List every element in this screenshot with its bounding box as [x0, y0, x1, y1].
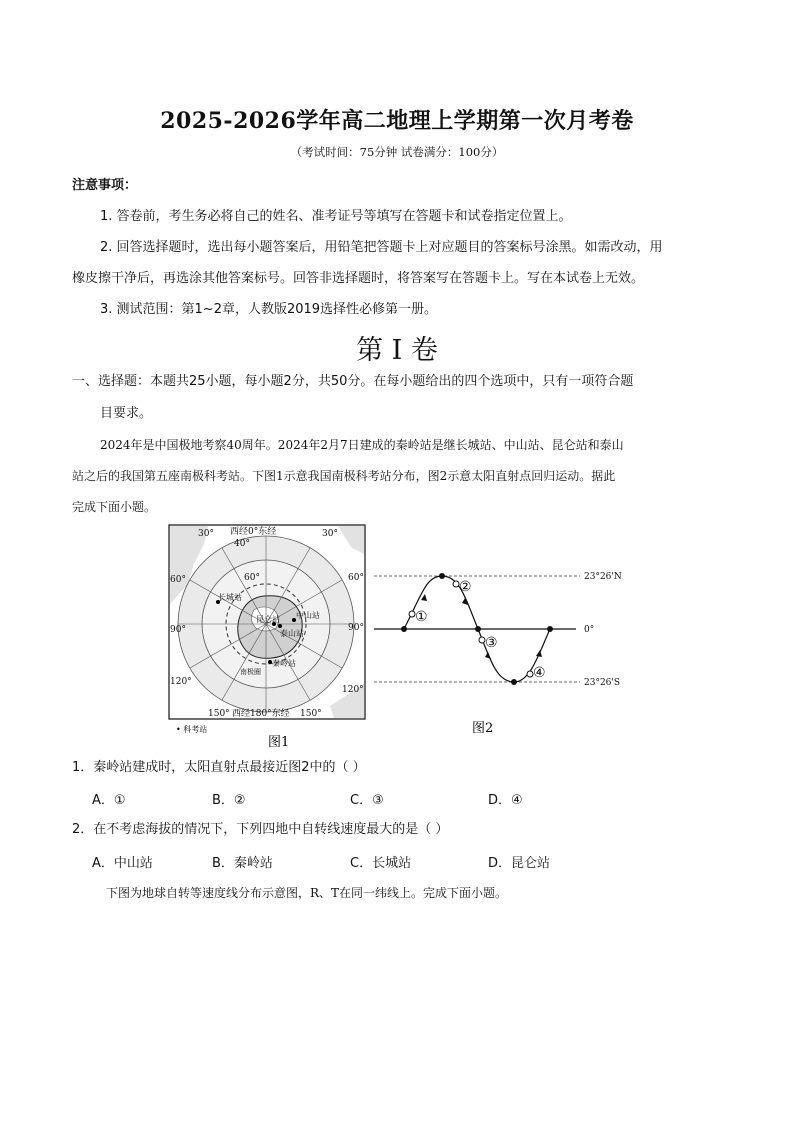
- passage-1-line-1: 2024年是中国极地考察40周年。2024年2月7日建成的秦岭站是继长城站、中山站、昆仑站和泰山: [100, 438, 624, 452]
- section-1-heading: 一、选择题：本题共25小题，每小题2分，共50分。在每小题给出的四个选项中，只有一项符合题: [72, 374, 634, 389]
- lat-n-label: 23°26'N: [584, 572, 622, 582]
- lon-150w-label: 150°: [208, 709, 230, 719]
- figure-2-caption: 图2: [472, 721, 494, 736]
- notice-item-2: 2. 回答选择题时，选出每小题答案后，用铅笔把答题卡上对应题目的答案标号涂黑。如需改动，用: [100, 240, 663, 255]
- marker-1-label: ①: [415, 609, 428, 625]
- map-legend: • 科考站: [176, 725, 208, 734]
- lat-s-label: 23°26'S: [584, 678, 621, 688]
- section-1-heading-cont: 目要求。: [100, 406, 153, 421]
- volume-title: 第 I 卷: [356, 335, 438, 366]
- question-1-option-a[interactable]: A．①: [92, 793, 126, 808]
- lon-150e-label: 150°: [300, 709, 322, 719]
- exam-title: 2025-2026学年高二地理上学期第一次月考卷: [160, 108, 634, 134]
- lon-90w-label: 90°: [170, 625, 186, 635]
- lon-30e-label: 30°: [322, 529, 338, 539]
- marker-3-label: ③: [485, 635, 498, 651]
- lon-60w-label: 60°: [170, 575, 186, 585]
- question-2-stem: 2．在不考虑海拔的情况下，下列四地中自转线速度最大的是（ ）: [72, 822, 449, 837]
- question-1-option-c[interactable]: C．③: [350, 793, 384, 808]
- notice-heading: 注意事项：: [72, 178, 138, 193]
- lon-60e-label: 60°: [348, 573, 364, 583]
- passage-2: 下图为地球自转等速度线分布示意图，R、T在同一纬线上。完成下面小题。: [106, 886, 508, 900]
- question-2-option-d[interactable]: D．昆仑站: [488, 856, 551, 871]
- lon-120e-label: 120°: [342, 685, 364, 695]
- arrow-1: [421, 594, 427, 601]
- notice-item-2-cont: 橡皮擦干净后，再选涂其他答案标号。回答非选择题时，将答案写在答题卡上。写在本试卷上无效。: [72, 271, 645, 286]
- question-1-option-b[interactable]: B．②: [212, 793, 246, 808]
- lon-120w-label: 120°: [170, 677, 192, 687]
- question-2-option-b[interactable]: B．秦岭站: [212, 856, 273, 871]
- question-1-stem: 1．秦岭站建成时，太阳直射点最接近图2中的（ ）: [72, 760, 366, 775]
- question-2-option-c[interactable]: C．长城站: [350, 856, 412, 871]
- lon-top-label: 西经0°东经: [230, 527, 277, 537]
- taishan-label: 泰山站: [280, 629, 304, 638]
- exam-subtitle: （考试时间：75分钟 试卷满分：100分）: [290, 145, 504, 159]
- figure-1-map: [168, 524, 368, 752]
- question-2-option-a[interactable]: A．中山站: [92, 856, 153, 871]
- point-equinox-left: [401, 626, 407, 632]
- point-winter-solstice: [511, 679, 517, 685]
- lat-0-label: 0°: [584, 625, 595, 635]
- notice-item-1: 1. 答卷前，考生务必将自己的姓名、准考证号等填写在答题卡和试卷指定位置上。: [100, 209, 572, 224]
- passage-1-line-2: 站之后的我国第五座南极科考站。下图1示意我国南极科考站分布，图2示意太阳直射点回归运动。据此: [72, 469, 616, 483]
- zhongshan-label: 中山站: [296, 611, 320, 620]
- taishan-station-dot: [278, 624, 282, 628]
- point-equinox-mid: [475, 626, 481, 632]
- qinling-label: 秦岭站: [272, 659, 296, 668]
- lon-30w-label: 30°: [198, 529, 214, 539]
- lon-90e-label: 90°: [348, 623, 364, 633]
- antarctic-circle-label: 南极圈: [240, 668, 261, 676]
- marker-2-label: ②: [459, 579, 472, 595]
- passage-1-line-3: 完成下面小题。: [72, 500, 157, 514]
- lon-40-label: 40°: [234, 539, 250, 549]
- kunlun-label: 昆仑站: [256, 615, 280, 624]
- lat-60-label: 60°: [244, 573, 260, 583]
- figure-2-diagram: [370, 560, 656, 740]
- marker-4-label: ④: [533, 665, 546, 681]
- figure-1-caption: 图1: [268, 735, 290, 750]
- changcheng-label: 长城站: [218, 593, 242, 602]
- point-equinox-right: [547, 626, 553, 632]
- lon-bottom-label: 西经180°东经: [232, 709, 290, 719]
- question-1-option-d[interactable]: D．④: [488, 793, 523, 808]
- arrow-3: [485, 652, 491, 659]
- notice-item-3: 3. 测试范围：第1~2章，人教版2019选择性必修第一册。: [100, 302, 438, 317]
- point-summer-solstice: [439, 573, 445, 579]
